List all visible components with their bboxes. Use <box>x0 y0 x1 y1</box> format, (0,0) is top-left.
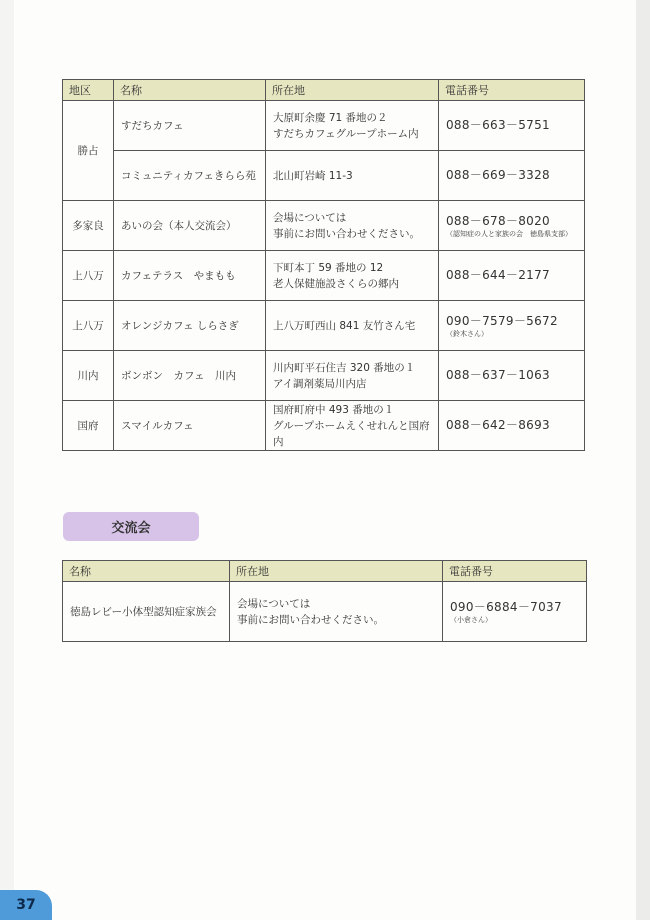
name-cell: あいの会（本人交流会） <box>114 201 266 251</box>
header-name: 名称 <box>114 80 266 101</box>
phone-cell <box>439 201 585 251</box>
address-cell <box>266 151 439 201</box>
table-row <box>63 201 585 251</box>
table-row <box>63 101 585 151</box>
area-cell: 川内 <box>63 351 114 401</box>
phone-number: 088－642－8693 <box>446 418 550 432</box>
section-title-badge: 交流会 <box>63 512 199 541</box>
address-line: グループホームえくせれんと国府内 <box>273 419 430 448</box>
phone-cell <box>439 251 585 301</box>
phone-number: 088－678－8020 <box>446 213 550 228</box>
table-row <box>63 401 585 451</box>
name-cell: オレンジカフェ しらさぎ <box>114 301 266 351</box>
name-cell: カフェテラス やまもも <box>114 251 266 301</box>
phone-number: 088－637－1063 <box>446 368 550 382</box>
phone-cell <box>439 351 585 401</box>
address-cell <box>266 251 439 301</box>
table-header-row <box>63 80 585 101</box>
address-cell <box>266 101 439 151</box>
address-cell <box>266 401 439 451</box>
address-line: 上八万町西山 841 友竹さん宅 <box>273 319 416 332</box>
address-line: 会場については <box>273 211 347 224</box>
phone-cell <box>439 151 585 201</box>
page-number: 37 <box>0 890 52 920</box>
header-area: 地区 <box>63 80 114 101</box>
area-cell: 国府 <box>63 401 114 451</box>
phone-note: （鈴木さん） <box>446 329 488 338</box>
phone-cell <box>439 301 585 351</box>
header-phone: 電話番号 <box>439 80 585 101</box>
phone-number: 090－6884－7037 <box>450 599 562 614</box>
address-cell <box>266 351 439 401</box>
address-line: 事前にお問い合わせください。 <box>273 227 420 240</box>
address-line: 老人保健施設さくらの郷内 <box>273 277 399 290</box>
address-cell <box>266 301 439 351</box>
cafe-table <box>62 79 585 451</box>
table-row <box>63 151 585 201</box>
phone-number: 088－669－3328 <box>446 168 550 182</box>
address-line: 事前にお問い合わせください。 <box>237 613 384 626</box>
address-line: すだちカフェグループホーム内 <box>273 127 419 140</box>
area-cell: 勝占 <box>63 101 114 201</box>
name-cell: コミュニティカフェきらら苑 <box>114 151 266 201</box>
name-cell: スマイルカフェ <box>114 401 266 451</box>
address-line: 国府町府中 493 番地の１ <box>273 403 395 416</box>
table-row <box>63 351 585 401</box>
address-line: 下町本丁 59 番地の 12 <box>273 261 384 274</box>
address-line: 北山町岩崎 11-3 <box>273 169 353 182</box>
area-cell: 多家良 <box>63 201 114 251</box>
phone-note: （認知症の人と家族の会 徳島県支部） <box>446 229 572 238</box>
phone-number: 090－7579－5672 <box>446 313 558 328</box>
header-address: 所在地 <box>230 561 443 582</box>
phone-number: 088－644－2177 <box>446 268 550 282</box>
page-edge <box>636 0 650 920</box>
table-row <box>63 301 585 351</box>
name-cell: すだちカフェ <box>114 101 266 151</box>
header-name: 名称 <box>63 561 230 582</box>
name-cell: ボンボン カフェ 川内 <box>114 351 266 401</box>
table-row <box>63 251 585 301</box>
address-cell <box>266 201 439 251</box>
header-address: 所在地 <box>266 80 439 101</box>
table-header-row <box>63 561 587 582</box>
area-cell: 上八万 <box>63 251 114 301</box>
phone-note: （小倉さん） <box>450 615 492 624</box>
address-line: 川内町平石住吉 320 番地の１ <box>273 361 416 374</box>
address-line: 会場については <box>237 597 311 610</box>
area-cell: 上八万 <box>63 301 114 351</box>
address-cell <box>230 582 443 642</box>
address-line: 大原町余慶 71 番地の２ <box>273 111 388 124</box>
table-row <box>63 582 587 642</box>
address-line: アイ調剤薬局川内店 <box>273 377 367 390</box>
phone-cell <box>439 101 585 151</box>
phone-cell <box>443 582 587 642</box>
phone-cell <box>439 401 585 451</box>
phone-number: 088－663－5751 <box>446 118 550 132</box>
name-cell: 徳島レビー小体型認知症家族会 <box>63 582 230 642</box>
header-phone: 電話番号 <box>443 561 587 582</box>
exchange-table <box>62 560 587 642</box>
